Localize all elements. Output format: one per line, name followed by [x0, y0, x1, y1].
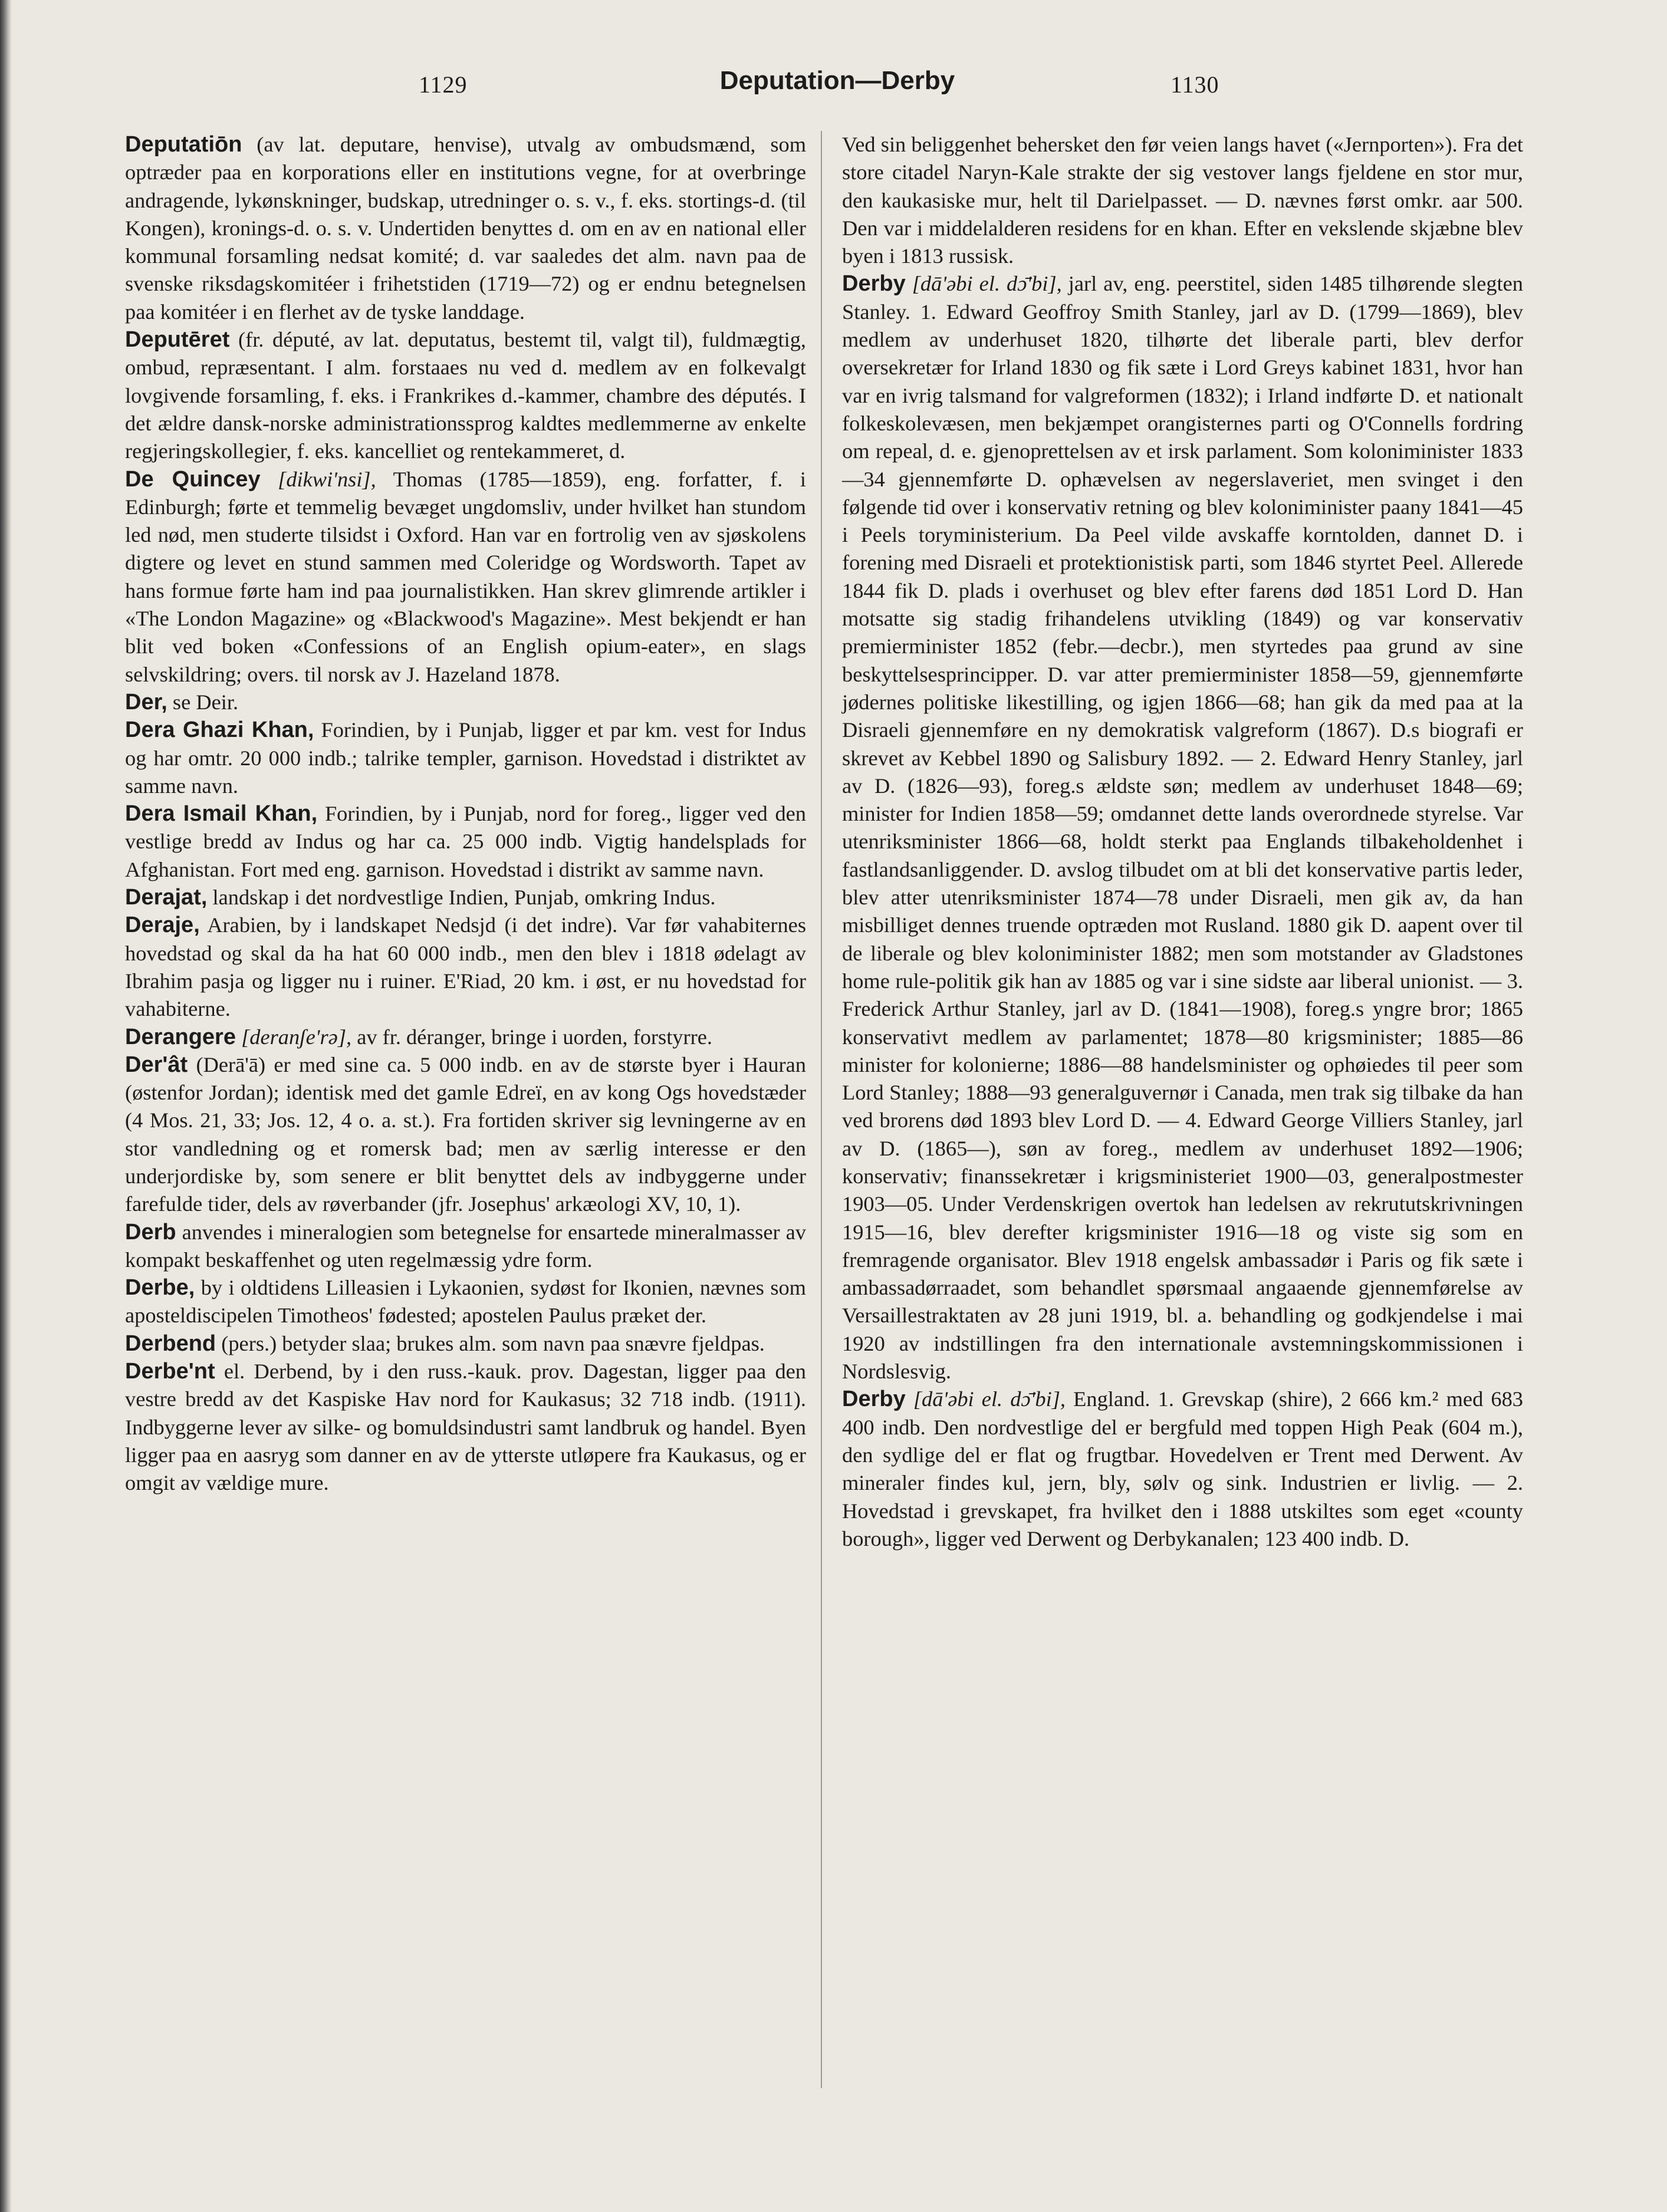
entry-text: by i oldtidens Lilleasien i Lykaonien, sydøst for Ikonien, nævnes som aposteldiscipelen Timotheos' fødested; apostelen Paulus præket der. [125, 1276, 806, 1328]
dictionary-entry [125, 1023, 806, 1051]
page-number-left: 1129 [419, 71, 468, 98]
entry-pronunciation: [dikwi'nsi], [260, 467, 376, 491]
entry-text: av fr. déranger, bringe i uorden, forstyrre. [351, 1025, 712, 1049]
entry-text: Arabien, by i landskapet Nedsjd (i det indre). Var før vahabiternes hovedstad og skal da ha hat 60 000 indb., men den blev i 1818 ødelagt av Ibrahim pasja og ligger nu i ruiner. E'Riad, 20 km. i øst, er nu hovedstad for vahabiterne. [125, 913, 806, 1021]
entry-headword: De Quincey [125, 466, 261, 492]
dictionary-entry [842, 270, 1523, 1385]
entry-headword: Derby [842, 271, 906, 297]
entry-text: (Derā'ā) er med sine ca. 5 000 indb. en av de største byer i Hauran (østenfor Jordan); identisk med det gamle Edreï, en av kong Ogs hovedstæder (4 Mos. 21, 33; Jos. 12, 4 o. a. st.). Fra fortiden skriver sig levningerne av en stor vandledning og et romersk bad; men av særlig interesse er den underjordiske by, som senere er blit benyttet dels av indbyggerne under farefulde tider, dels av røverbander (jfr. Josephus' arkæologi XV, 10, 1). [125, 1052, 806, 1216]
entry-text: (fr. député, av lat. deputatus, bestemt til, valgt til), fuldmægtig, ombud, repræsentant. I alm. forstaaes nu ved d. medlem av en folkevalgt lovgivende forsamling, f. eks. i Frankrikes d.-kammer, chambre des députés. I det ældre dansk-norske administrationssprog kaldtes medlemmerne av enkelte regjeringskollegier, f. eks. kancelliet og rentekammeret, d. [125, 328, 806, 463]
entry-headword: Derbend [125, 1331, 216, 1356]
entry-headword: Deraje, [125, 913, 200, 938]
dictionary-entry [125, 466, 806, 689]
entry-text: se Deir. [167, 690, 239, 714]
entry-text: England. 1. Grevskap (shire), 2 666 km.² med 683 400 indb. Den nordvestlige del er bergfuld med toppen High Peak (604 m.), den sydlige del er flat og frugtbar. Hovedelven er Trent med Derwent. Av mineraler findes kul, jern, bly, sølv og sink. Industrien er livlig. — 2. Hovedstad i grevskapet, fra hvilket den i 1888 utskiltes som eget «county borough», ligger ved Derwent og Derbykanalen; 123 400 indb. D. [842, 1387, 1523, 1551]
entry-pronunciation: [dā'əbi el. dɔ̄'bi], [905, 272, 1062, 296]
dictionary-entry [125, 800, 806, 884]
entry-headword: Derbe, [125, 1275, 195, 1301]
entry-pronunciation: [dā'əbi el. dɔ̄'bi], [905, 1387, 1066, 1411]
entry-text: Thomas (1785—1859), eng. forfatter, f. i Edinburgh; førte et temmelig bevæget ungdomsliv, under hvilket han stundom led nød, men studerte tilsidst i Oxford. Han var en fortrolig ven av sjøskolens digtere og levet en stund sammen med Coleridge og Wordsworth. Tapet av hans formue førte ham ind paa journalistikken. Han skrev glimrende artikler i «The London Magazine» og «Blackwood's Magazine». Mest bekjendt er han blit ved boken «Confessions of an English opium-eater», en slags selvskildring; overs. til norsk av J. Hazeland 1878. [125, 467, 806, 686]
dictionary-entry [125, 716, 806, 800]
entry-headword: Der, [125, 689, 167, 715]
entry-headword: Derb [125, 1219, 176, 1245]
entry-text: (pers.) betyder slaa; brukes alm. som navn paa snævre fjeldpas. [216, 1331, 765, 1355]
page-number-right: 1130 [1170, 71, 1219, 98]
entry-headword: Deputatiōn [125, 132, 242, 157]
right-column [842, 131, 1523, 1553]
entry-headword: Derbe'nt [125, 1359, 215, 1384]
dictionary-entry [125, 1358, 806, 1497]
entry-text: Forindien, by i Punjab, ligger et par km. vest for Indus og har omtr. 20 000 indb.; talrike templer, garnison. Hovedstad i distriktet av samme navn. [125, 718, 806, 798]
entry-headword: Dera Ismail Khan, [125, 801, 318, 827]
entry-headword: Der'ât [125, 1052, 188, 1077]
column-rule [821, 131, 822, 2088]
dictionary-entry [125, 1330, 806, 1358]
entry-text: Forindien, by i Punjab, nord for foreg., ligger ved den vestlige bredd av Indus og har ca. 25 000 indb. Vigtig handelsplads for Afghanistan. Fort med eng. garnison. Hovedstad i distrikt av samme navn. [125, 802, 806, 881]
entry-pronunciation: [deranʃe'rə], [235, 1025, 352, 1049]
entry-headword: Derajat, [125, 885, 208, 910]
dictionary-entry [125, 131, 806, 326]
entry-headword: Deputēret [125, 327, 230, 353]
entry-text: anvendes i mineralogien som betegnelse for ensartede mineralmasser av kompakt beskaffenhet og uten regelmæssig ydre form. [125, 1220, 806, 1272]
dictionary-entry [125, 326, 806, 465]
entry-headword: Derangere [125, 1024, 236, 1049]
dictionary-entry [842, 131, 1523, 270]
binding-edge [0, 0, 12, 2212]
page-header [0, 66, 1667, 107]
dictionary-entry [125, 1274, 806, 1330]
entry-text: (av lat. deputare, henvise), utvalg av ombudsmænd, som optræder paa en korporations eller en institutions vegne, for at overbringe andragende, lykønskninger, budskap, utredninger o. s. v., f. eks. stortings-d. (til Kongen), kronings-d. o. s. v. Undertiden benyttes d. om en av en national eller kommunal forsamling nedsat komité; d. var saaledes det alm. navn paa de svenske riksdagskomitéer i frihetstiden (1719—72) og er endnu betegnelsen paa komitéer i en flerhet av de tyske landdage. [125, 133, 806, 324]
running-title: Deputation—Derby [719, 66, 955, 95]
entry-text: el. Derbend, by i den russ.-kauk. prov. Dagestan, ligger paa den vestre bredd av det Kaspiske Hav nord for Kaukasus; 32 718 indb. (1911). Indbyggerne lever av silke- og bomuldsindustri samt landbruk og handel. Byen ligger paa en aasryg som danner en av de ytterste utløpere fra Kaukasus, og er omgit av vældige mure. [125, 1360, 806, 1495]
dictionary-entry [125, 689, 806, 716]
entry-text: landskap i det nordvestlige Indien, Punjab, omkring Indus. [207, 886, 716, 910]
dictionary-entry [125, 1051, 806, 1219]
dictionary-entry [125, 884, 806, 911]
entry-headword: Dera Ghazi Khan, [125, 717, 314, 743]
left-column [125, 131, 806, 1497]
entry-text: jarl av, eng. peerstitel, siden 1485 tilhørende slegten Stanley. 1. Edward Geoffroy Smith Stanley, jarl av D. (1799—1869), blev medlem av underhuset 1820, tilhørte det liberale parti, blev derfor oversekretær for Irland 1830 og fik sæte i Lord Greys kabinet 1831, hvor han var en ivrig talsmand for valgreformen (1832); i Irland indførte D. et nationalt folkeskolevæsen, men bekjæmpet orangisternes parti og O'Connells fordring om repeal, d. e. gjenoprettelsen av et irsk parlament. Som koloniminister 1833—34 gjennemførte D. ophævelsen av negerslaveriet, men svinget i den følgende tid over i konservativ retning og blev koloniminister paany 1841—45 i Peels toryministerium. Da Peel vilde avskaffe korntolden, dannet D. i forening med Disraeli et protektionistisk parti, som 1846 styrtet Peel. Allerede 1844 fik D. plads i overhuset og blev efter farens død 1851 Lord D. Han motsatte sig stadig frihandelens utvikling (1849) og var konservativ premierminister 1852 (febr.—decbr.), men styrtedes paa grund av sine beskyttelsesprincipper. D. var atter premierminister 1858—59, gjennemførte jødernes politiske likestilling, og igjen 1866—68; han gik da med paa at la Disraeli gjennemføre en ny demokratisk valgreform (1867). D.s biografi er skrevet av Kebbel 1890 og Salisbury 1892. — 2. Edward Henry Stanley, jarl av D. (1826—93), foreg.s ældste søn; medlem av underhuset 1848—69; minister for Indien 1858—59; omdannet dette lands overordnede styrelse. Var utenriksminister 1866—68, holdt sterkt paa Englands tilbakeholdenhet i fastlandsanliggender. D. avslog tilbudet om at bli det konservative partis leder, blev atter utenriksminister 1874—78 under Disraeli, men gik av, da han misbilliget dennes truende optræden mot Rusland. 1880 gik D. aapent over til de liberale og blev koloniminister 1882; men som motstander av Gladstones home rule-politik gik han av 1885 og var i sine sidste aar liberal unionist. — 3. Frederick Arthur Stanley, jarl av D. (1841—1908), foreg.s yngre bror; 1865 konservativt medlem av parlamentet; 1878—80 krigsminister; 1885—86 minister for kolonierne; 1886—88 handelsminister og ophøiedes til peer som Lord Stanley; 1888—93 generalguvernør i Canada, men trak sig tilbake da han ved brorens død 1893 blev Lord D. — 4. Edward George Villiers Stanley, jarl av D. (1865—), søn av foreg., medlem av underhuset 1892—1906; konservativ; finanssekretær i krigsministeriet 1900—03, generalpostmester 1903—05. Under Verdenskrigen overtok han ledelsen av rekrututskrivningen 1915—16, blev derefter krigsminister 1916—18 og viste sig som en fremragende organisator. Blev 1918 engelsk ambassadør i Paris og fik sæte i ambassadørraadet, som behandlet spørsmaal angaaende gjennemførelse av Versaillestraktaten av 28 juni 1919, bl. a. behandling og godkjendelse i mai 1920 av indstillingen fra den internationale avstemningskommissionen i Nordslesvig. [842, 272, 1523, 1384]
entry-text: Ved sin beliggenhet behersket den før veien langs havet («Jernporten»). Fra det store citadel Naryn-Kale strakte der sig vestover langs fjeldene en stor mur, den kaukasiske mur, helt til Darielpasset. — D. nævnes først omkr. aar 500. Den var i middelalderen residens for en khan. Efter en vekslende skjæbne blev byen i 1813 russisk. [842, 133, 1523, 268]
dictionary-entry [842, 1385, 1523, 1553]
entry-headword: Derby [842, 1387, 906, 1412]
dictionary-entry [125, 1219, 806, 1275]
dictionary-entry [125, 911, 806, 1023]
